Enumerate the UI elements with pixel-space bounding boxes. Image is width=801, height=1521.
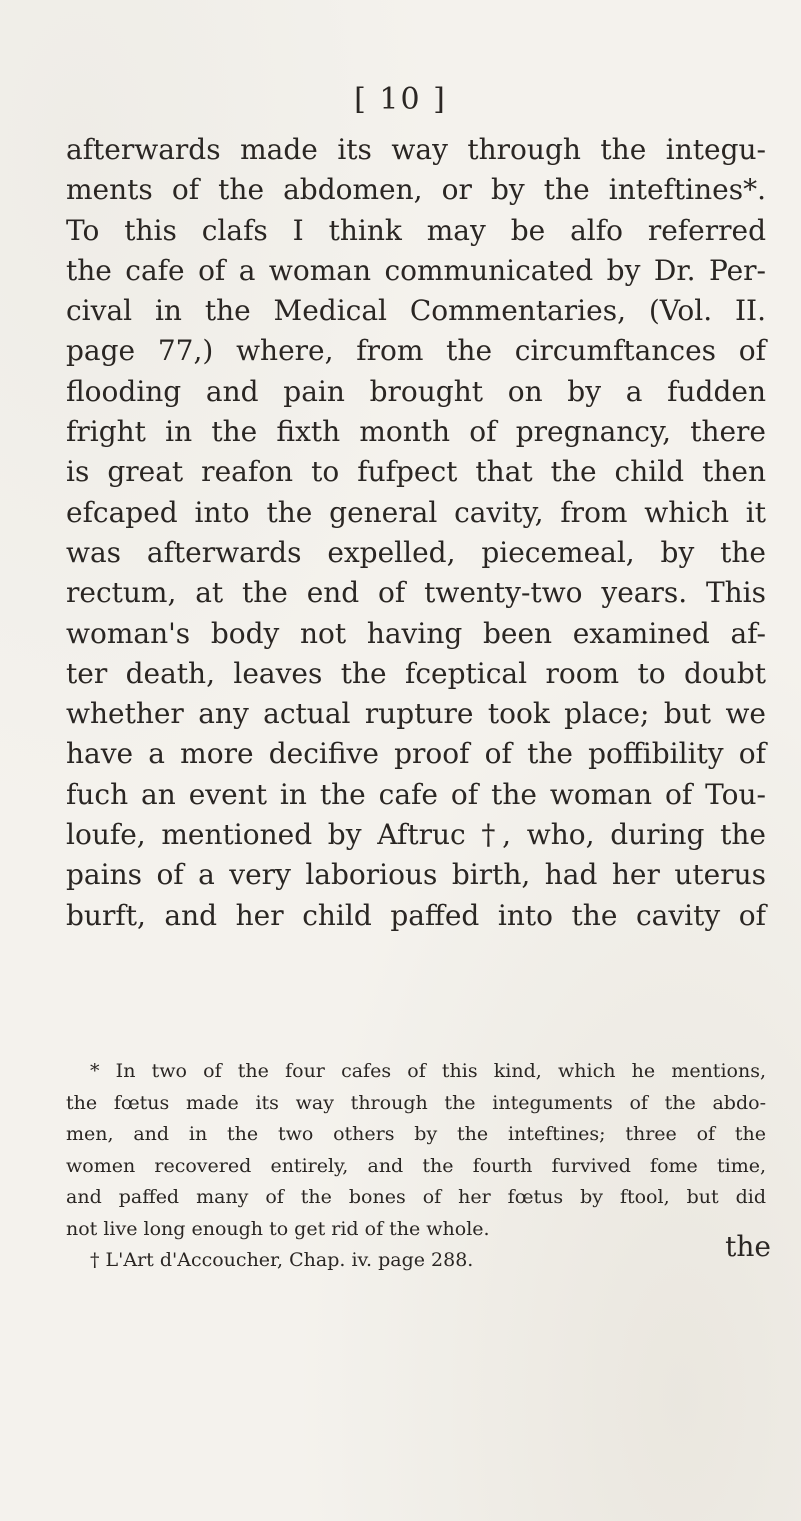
footnote-line: men, and in the two others by the inteftines; three of the [66, 1123, 766, 1145]
text-line: ments of the abdomen, or by the inteftines*. [66, 173, 766, 207]
text-line: efcaped into the general cavity, from which it [66, 495, 766, 529]
text-line: woman's body not having been examined af- [66, 616, 766, 650]
text-line: page 77,) where, from the circumftances of [66, 334, 766, 368]
footnote-reference-line: † L'Art d'Accoucher, Chap. iv. page 288. [90, 1249, 474, 1271]
main-text [66, 130, 766, 936]
text-line: fuch an event in the cafe of the woman of Tou- [66, 777, 766, 811]
footnote-line: women recovered entirely, and the fourth furvived fome time, [66, 1154, 766, 1177]
text-line: whether any actual rupture took place; but we [66, 697, 766, 731]
text-line: have a more decifive proof of the poffibility of [66, 737, 766, 771]
text-line: flooding and pain brought on by a fudden [66, 374, 766, 408]
text-line: fright in the fixth month of pregnancy, there [66, 415, 766, 449]
text-line: the cafe of a woman communicated by Dr. Per- [66, 253, 766, 287]
text-line: ter death, leaves the fceptical room to doubt [66, 656, 766, 690]
footnote-line: not live long enough to get rid of the whole. [66, 1217, 490, 1240]
text-line: cival in the Medical Commentaries, (Vol. II. [66, 294, 766, 328]
text-line: loufe, mentioned by Aftruc †, who, during the [66, 818, 766, 852]
text-line: rectum, at the end of twenty-two years. This [66, 576, 766, 610]
footnote-line: the fœtus made its way through the integuments of the abdo- [66, 1091, 766, 1114]
text-line: was afterwards expelled, piecemeal, by the [66, 535, 766, 569]
text-line: To this clafs I think may be alfo referred [66, 213, 766, 247]
catchword: the [725, 1230, 771, 1263]
text-line: pains of a very laborious birth, had her uterus [66, 858, 766, 892]
footnotes [66, 1056, 766, 1277]
text-line: afterwards made its way through the integu- [66, 133, 766, 166]
page-number: [ 10 ] [354, 82, 447, 117]
footnote-line: * In two of the four cafes of this kind, which he mentions, [90, 1060, 766, 1082]
footnote-line: and paffed many of the bones of her fœtus by ftool, but did [66, 1186, 766, 1208]
text-line: burft, and her child paffed into the cavity of [66, 898, 766, 932]
text-line: is great reafon to fufpect that the child then [66, 455, 766, 489]
